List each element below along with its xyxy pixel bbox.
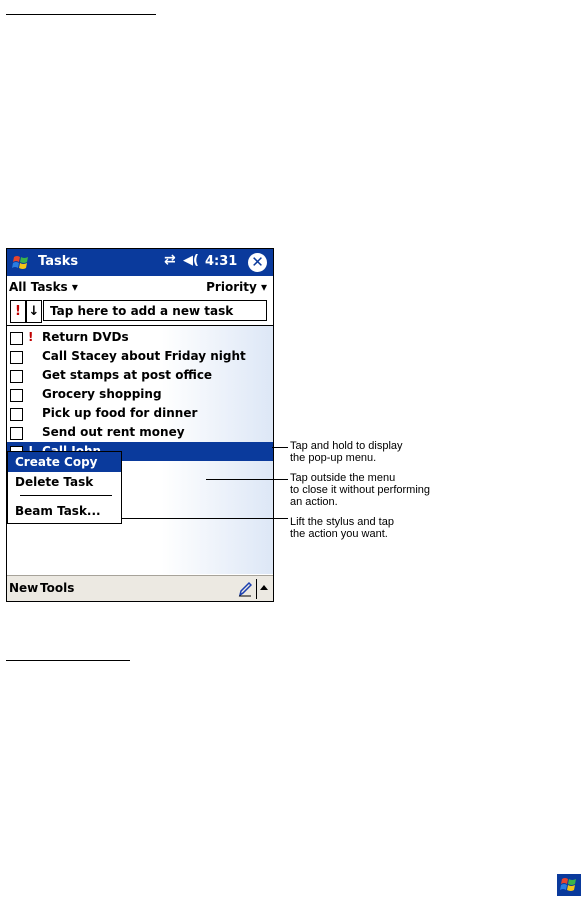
high-priority-icon: ! bbox=[28, 330, 34, 344]
filter-bar bbox=[7, 276, 273, 298]
task-checkbox[interactable] bbox=[10, 351, 23, 364]
callout-line-3 bbox=[110, 518, 288, 519]
sync-icon[interactable]: ⇄ bbox=[164, 252, 176, 268]
menu-divider bbox=[256, 579, 257, 599]
task-label: Get stamps at post office bbox=[42, 368, 213, 382]
input-panel-arrow-icon[interactable] bbox=[260, 585, 268, 590]
task-checkbox[interactable] bbox=[10, 332, 23, 345]
task-label: Grocery shopping bbox=[42, 387, 162, 401]
task-row[interactable] bbox=[7, 385, 273, 404]
menu-item-create-copy[interactable]: Create Copy bbox=[8, 452, 121, 472]
task-checkbox[interactable] bbox=[10, 370, 23, 383]
close-icon[interactable]: ✕ bbox=[248, 253, 267, 272]
callout-text-3: Lift the stylus and tap the action you want. bbox=[290, 516, 394, 540]
task-checkbox[interactable] bbox=[10, 427, 23, 440]
task-checkbox[interactable] bbox=[10, 408, 23, 421]
section-rule bbox=[6, 660, 130, 661]
task-label: Return DVDs bbox=[42, 330, 129, 344]
windows-start-icon[interactable] bbox=[9, 251, 33, 274]
task-row[interactable] bbox=[7, 366, 273, 385]
menu-item-beam-task[interactable]: Beam Task... bbox=[15, 504, 101, 518]
priority-button[interactable]: ! bbox=[10, 300, 26, 323]
task-row[interactable] bbox=[7, 423, 273, 442]
sort-button[interactable]: ↓ bbox=[26, 300, 42, 323]
task-label: Send out rent money bbox=[42, 425, 185, 439]
callout-line-1 bbox=[272, 447, 288, 448]
app-title: Tasks bbox=[38, 254, 79, 269]
top-rule bbox=[6, 14, 156, 15]
new-task-input[interactable]: Tap here to add a new task bbox=[43, 300, 267, 321]
category-filter-dropdown[interactable]: All Tasks ▾ bbox=[9, 280, 78, 294]
tools-menu[interactable]: Tools bbox=[40, 581, 75, 595]
callout-text-1: Tap and hold to display the pop-up menu. bbox=[290, 440, 403, 464]
task-row[interactable] bbox=[7, 347, 273, 366]
callout-text-2: Tap outside the menu to close it without performing an action. bbox=[290, 472, 431, 508]
task-row[interactable] bbox=[7, 328, 273, 347]
task-list bbox=[7, 325, 273, 574]
task-label: Call Stacey about Friday night bbox=[42, 349, 246, 363]
menu-item-delete-task[interactable]: Delete Task bbox=[15, 475, 94, 489]
task-checkbox[interactable] bbox=[10, 389, 23, 402]
entry-bar bbox=[7, 299, 273, 325]
new-menu[interactable]: New bbox=[9, 581, 39, 595]
pocket-pc-screen bbox=[6, 248, 274, 602]
task-label: Pick up food for dinner bbox=[42, 406, 198, 420]
sort-order-dropdown[interactable]: Priority ▾ bbox=[206, 280, 267, 294]
windows-logo-icon bbox=[557, 874, 581, 896]
task-row[interactable] bbox=[7, 404, 273, 423]
menu-bar bbox=[7, 575, 273, 602]
speaker-icon[interactable]: ◀( bbox=[183, 253, 199, 268]
menu-separator bbox=[20, 495, 112, 496]
title-bar bbox=[7, 249, 273, 276]
callout-line-2 bbox=[206, 479, 288, 480]
input-pen-icon[interactable] bbox=[238, 581, 252, 597]
clock[interactable]: 4:31 bbox=[205, 254, 238, 269]
context-menu bbox=[7, 451, 122, 524]
